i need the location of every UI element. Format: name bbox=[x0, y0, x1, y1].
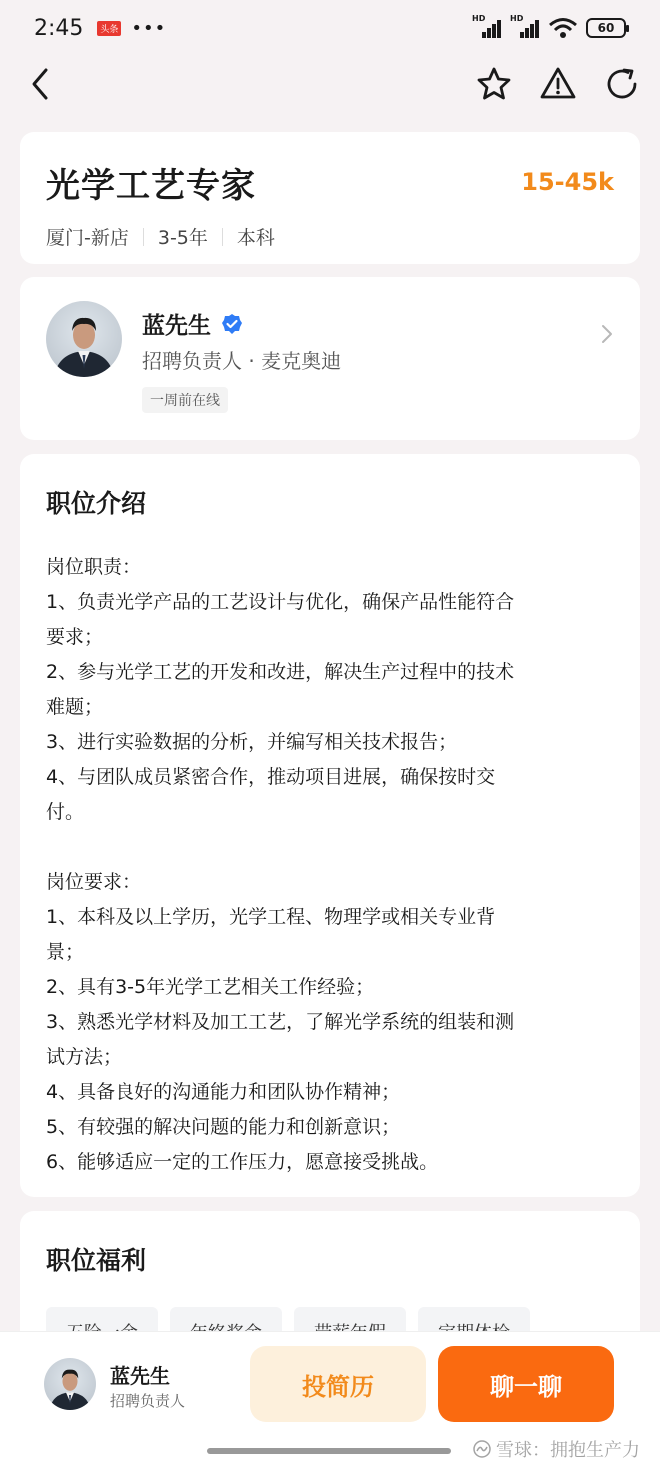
job-meta bbox=[46, 223, 614, 250]
job-description-card bbox=[20, 454, 640, 1197]
battery-icon: 60 bbox=[586, 18, 626, 38]
duties-title: 岗位职责： bbox=[46, 556, 142, 578]
wifi-icon bbox=[548, 17, 578, 39]
star-favorite-icon[interactable] bbox=[474, 64, 514, 104]
requirements-title: 岗位要求： bbox=[46, 871, 142, 893]
requirement-line: 1、本科及以上学历，光学工程、物理学或相关专业背 bbox=[46, 906, 496, 928]
watermark: 雪球：拥抱生产力 bbox=[472, 1436, 640, 1462]
salary-range: 15-45k bbox=[521, 168, 614, 196]
cellular-signal-icon: HD bbox=[472, 18, 502, 38]
job-location: 厦门-新店 bbox=[46, 227, 129, 249]
paragraph-gap bbox=[46, 830, 614, 865]
recruiter-name: 蓝先生 bbox=[142, 307, 243, 340]
share-icon[interactable] bbox=[602, 64, 642, 104]
more-notifications-icon: ••• bbox=[131, 17, 167, 39]
job-experience: 3-5年 bbox=[157, 227, 208, 249]
online-status-tag: 一周前在线 bbox=[142, 387, 228, 413]
requirement-line: 景； bbox=[46, 941, 85, 963]
recruiter-card[interactable] bbox=[20, 277, 640, 440]
job-description-text bbox=[46, 550, 614, 1180]
duty-line: 要求； bbox=[46, 626, 104, 648]
job-header-card bbox=[20, 132, 640, 264]
requirement-line: 4、具备良好的沟通能力和团队协作精神； bbox=[46, 1081, 401, 1103]
app-notification-badge: 头条 bbox=[97, 21, 121, 36]
requirement-line: 2、具有3-5年光学工艺相关工作经验； bbox=[46, 976, 375, 998]
recruiter-avatar-small bbox=[44, 1358, 96, 1410]
nav-bar bbox=[0, 56, 660, 116]
status-time: 2:45 bbox=[34, 15, 84, 41]
section-title-description: 职位介绍 bbox=[46, 489, 147, 518]
requirement-line: 3、熟悉光学材料及加工工艺，了解光学系统的组装和测 bbox=[46, 1011, 515, 1033]
cellular-signal-2-icon: HD bbox=[510, 18, 540, 38]
snowball-logo-icon bbox=[472, 1439, 492, 1459]
requirement-line: 6、能够适应一定的工作压力，愿意接受挑战。 bbox=[46, 1151, 439, 1173]
job-education: 本科 bbox=[236, 227, 275, 249]
status-bar bbox=[0, 0, 660, 56]
chat-button[interactable]: 聊一聊 bbox=[438, 1346, 614, 1422]
duty-line: 2、参与光学工艺的开发和改进，解决生产过程中的技术 bbox=[46, 661, 515, 683]
verified-badge-icon bbox=[221, 313, 243, 335]
recruiter-role: 招聘负责人 · 麦克奥迪 bbox=[142, 349, 342, 373]
submit-resume-button[interactable]: 投简历 bbox=[250, 1346, 426, 1422]
duty-line: 4、与团队成员紧密合作，推动项目进展，确保按时交 bbox=[46, 766, 496, 788]
duty-line: 付。 bbox=[46, 801, 85, 823]
home-indicator[interactable] bbox=[207, 1448, 451, 1454]
back-arrow-icon[interactable] bbox=[26, 64, 58, 104]
duty-line: 3、进行实验数据的分析，并编写相关技术报告； bbox=[46, 731, 458, 753]
duty-line: 难题； bbox=[46, 696, 104, 718]
requirement-line: 5、有较强的解决问题的能力和创新意识； bbox=[46, 1116, 401, 1138]
bottom-recruiter-name: 蓝先生 bbox=[110, 1364, 170, 1388]
section-title-benefits: 职位福利 bbox=[46, 1246, 147, 1275]
requirement-line: 试方法； bbox=[46, 1046, 123, 1068]
meta-divider bbox=[222, 228, 223, 246]
bottom-recruiter-role: 招聘负责人 bbox=[110, 1392, 186, 1410]
chevron-right-icon bbox=[600, 323, 614, 345]
recruiter-avatar bbox=[46, 301, 122, 377]
report-warning-icon[interactable] bbox=[538, 64, 578, 104]
job-title: 光学工艺专家 bbox=[46, 166, 256, 206]
duty-line: 1、负责光学产品的工艺设计与优化，确保产品性能符合 bbox=[46, 591, 515, 613]
status-indicators bbox=[472, 14, 626, 39]
meta-divider bbox=[143, 228, 144, 246]
bottom-action-bar bbox=[0, 1331, 660, 1467]
